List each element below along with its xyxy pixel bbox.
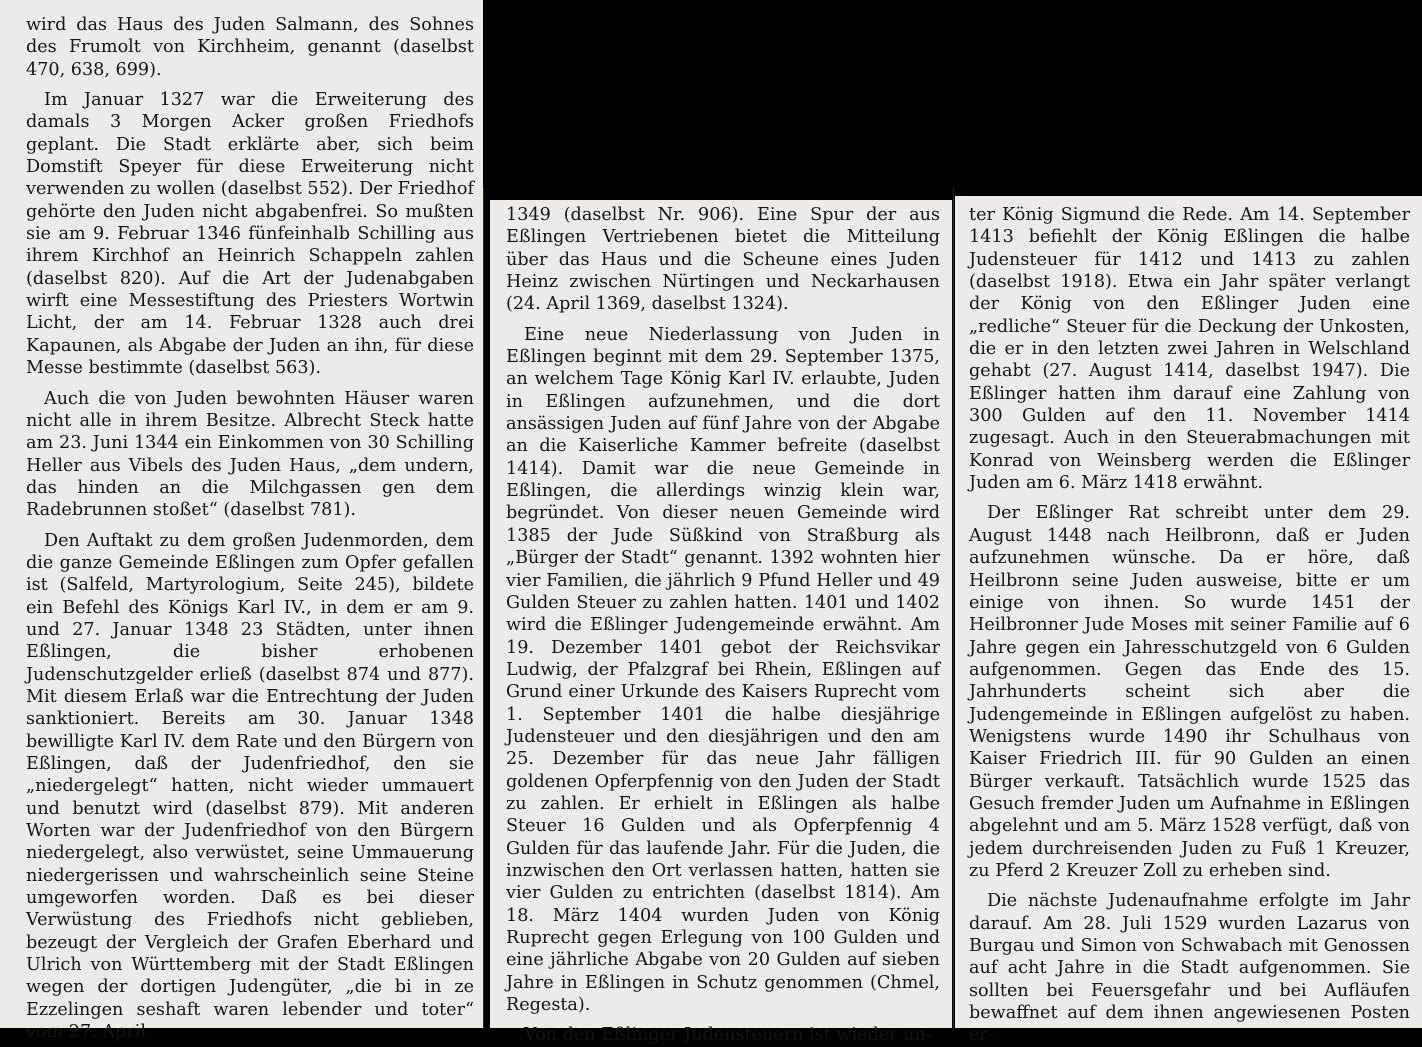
paragraph: Von den Eßlinger Judensteuern ist wieder un- xyxy=(524,1025,932,1046)
text-column-right xyxy=(955,196,1422,1046)
text-column-left xyxy=(0,0,483,1043)
paragraph: Auch die von Juden bewohnten Häuser waren nicht alle in ihrem Besitze. Albrecht Steck hatte am 23. Juni 1344 ein Einkommen von 30 Schilling Heller aus Vibels des Juden Haus, „dem undern, das hinden an die Milchgassen gen dem Radebrunnen stoßet“ (daselbst 781). xyxy=(26,388,474,521)
paragraph: 1349 (daselbst Nr. 906). Eine Spur der aus Eßlingen Vertriebenen bietet die Mitteilung über das Haus und die Scheune eines Juden Heinz zwischen Nürtingen und Neckarhausen (24. April 1369, daselbst 1324). xyxy=(506,205,940,315)
paragraph: Die nächste Judenaufnahme erfolgte im Jahr darauf. Am 28. Juli 1529 wurden Lazarus von Burgau und Simon von Schwabach mit Genossen auf acht Jahre in die Stadt aufgenommen. Sie sollten bei Feuersgefahr und bei Aufläufen bewaffnet auf dem ihnen angewiesenen Posten er- xyxy=(969,891,1410,1046)
column-divider xyxy=(483,188,484,1028)
column-divider xyxy=(953,188,954,1028)
paragraph: ter König Sigmund die Rede. Am 14. September 1413 befiehlt der König Eßlingen die halbe Judensteuer für 1412 und 1413 zu zahlen (daselbst 1918). Etwa ein Jahr später verlangt der König von den Eßlinger Juden eine „redliche“ Steuer für die Deckung der Unkosten, die er in den letzten zwei Jahren in Welschland gehabt (27. August 1414, daselbst 1947). Die Eßlinger hatten ihm darauf eine Zahlung von 300 Gulden auf den 11. November 1414 zugesagt. Auch in den Steuerabmachungen mit Konrad von Weinsberg werden die Eßlinger Juden am 6. März 1418 erwähnt. xyxy=(969,205,1410,494)
paragraph: wird das Haus des Juden Salmann, des Sohnes des Frumolt von Kirchheim, genannt (daselbst 470, 638, 699). xyxy=(26,15,474,80)
text-column-middle xyxy=(490,200,952,1046)
paragraph: Den Auftakt zu dem großen Judenmorden, dem die ganze Gemeinde Eßlingen zum Opfer gefallen ist (Salfeld, Martyrologium, Seite 245), bildete ein Befehl des Königs Karl IV., in dem er am 9. und 27. Januar 1348 23 Städten, unter ihnen Eßlingen, die bisher erhobenen Judenschutzgelder erließ (daselbst 874 und 877). Mit diesem Erlaß war die Entrechtung der Juden sanktioniert. Bereits am 30. Januar 1348 bewilligte Karl IV. dem Rate und den Bürgern von Eßlingen, daß der Judenfriedhof, den sie „niedergelegt“ hatten, nicht wieder ummauert und benutzt wird (daselbst 879). Mit anderen Worten war der Judenfriedhof von den Bürgern niedergelegt, also verwüstet, seine Ummauerung niedergerissen und wahrscheinlich seine Steine umgeworfen worden. Daß es bei dieser Verwüstung des Friedhofs nicht geblieben, bezeugt der Vergleich der Grafen Eberhard und Ulrich von Württemberg mit der Stadt Eßlingen wegen der dortigen Judengüter, „die bi in ze Ezzelingen seshaft waren lebender und toter“ vom 27. April xyxy=(26,530,474,1043)
paragraph: Der Eßlinger Rat schreibt unter dem 29. August 1448 nach Heilbronn, daß er Juden aufzunehmen wünsche. Da er höre, daß Heilbronn seine Juden ausweise, bitte er um einige von ihnen. So wurde 1451 der Heilbronner Jude Moses mit seiner Familie auf 6 Jahre gegen ein Jahresschutzgeld von 6 Gulden aufgenommen. Gegen das Ende des 15. Jahrhunderts scheint sich aber die Judengemeinde in Eßlingen aufgelöst zu haben. Wenigstens wurde 1490 ihr Schulhaus von Kaiser Friedrich III. für 90 Gulden an einen Bürger verkauft. Tatsächlich wurde 1525 das Gesuch fremder Juden um Aufnahme in Eßlingen abgelehnt und am 5. März 1528 verfügt, daß von jedem durchreisenden Juden zu Fuß 1 Kreuzer, zu Pferd 2 Kreuzer Zoll zu erheben sind. xyxy=(969,503,1410,881)
paragraph: Im Januar 1327 war die Erweiterung des damals 3 Morgen Acker großen Friedhofs geplant. Die Stadt erklärte aber, sich beim Domstift Speyer für diese Erweiterung nicht verwenden zu wollen (daselbst 552). Der Friedhof gehörte den Juden nicht abgabenfrei. So mußten sie am 9. Februar 1346 fünfeinhalb Schilling aus ihrem Kirchhof an Heinrich Schappeln zahlen (daselbst 820). Auf die Art der Judenabgaben wirft eine Messestiftung des Priesters Wortwin Licht, der am 14. Februar 1328 auch drei Kapaunen, als Abgabe der Juden an ihn, für diese Messe bestimmte (daselbst 563). xyxy=(26,90,474,379)
paragraph: Eine neue Niederlassung von Juden in Eßlingen beginnt mit dem 29. September 1375, an welchem Tage König Karl IV. erlaubte, Juden in Eßlingen aufzunehmen, und die dort ansässigen Juden auf fünf Jahre von der Abgabe an die Kaiserliche Kammer befreite (daselbst 1414). Damit war die neue Gemeinde in Eßlingen, die allerdings winzig klein war, begründet. Von dieser neuen Gemeinde wird 1385 der Jude Süßkind von Straßburg als „Bürger der Stadt“ genannt. 1392 wohnten hier vier Familien, die jährlich 9 Pfund Heller und 49 Gulden Steuer zu zahlen hatten. 1401 und 1402 wird die Eßlinger Judengemeinde erwähnt. Am 19. Dezember 1401 gebot der Reichsvikar Ludwig, der Pfalzgraf bei Rhein, Eßlingen auf Grund einer Urkunde des Kaisers Ruprecht vom 1. September 1401 die halbe diesjährige Judensteuer und den diesjährigen und den am 25. Dezember für das neue Jahr fälligen goldenen Opferpfennig von den Juden der Stadt zu zahlen. Er erhielt in Eßlingen als halbe Steuer 16 Gulden und als Opferpfennig 4 Gulden für das laufende Jahr. Für die Juden, die inzwischen den Ort verlassen hatten, hatten sie vier Gulden zu entrichten (daselbst 1814). Am 18. März 1404 wurden Juden von König Ruprecht gegen Erlegung von 100 Gulden und eine jährliche Abgabe von 20 Gulden auf sieben Jahre in Eßlingen in Schutz genommen (Chmel, Regesta). xyxy=(506,324,940,1016)
